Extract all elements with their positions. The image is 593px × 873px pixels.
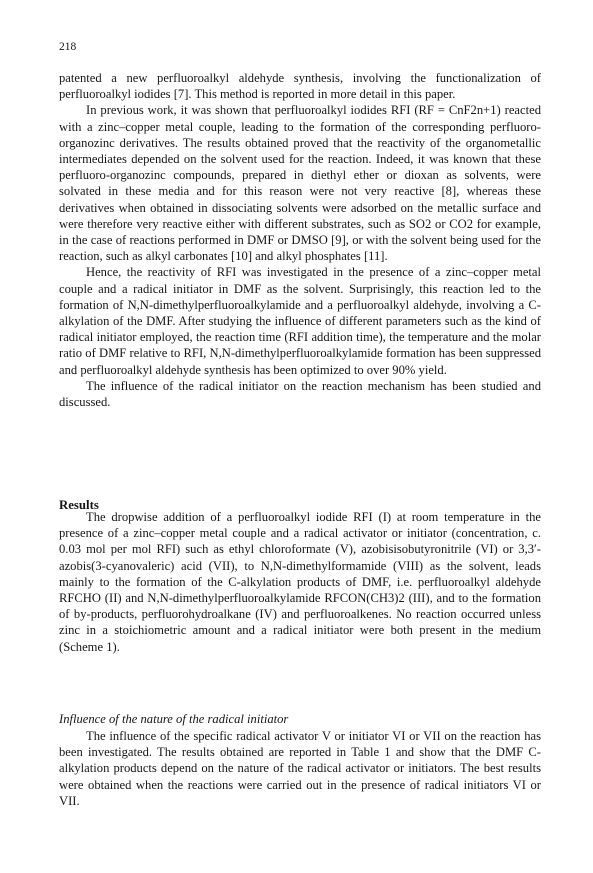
paragraph: Hence, the reactivity of RFI was investigated in the presence of a zinc–copper metal couple and a radical initiator in DMF as the solvent. Surprisingly, this reaction led to the formation of N,N-dimethylperfluoroalkylamide and a perfluoroalkyl aldehyde, involving a C-alkylation of the DMF. After studying the influence of different parameters such as the kind of radical initiator employed, the reaction time (RFI addition time), the temperature and the molar ratio of DMF relative to RFI, N,N-dimethylperfluoroalkylamide formation has been suppressed and perfluoroalkyl aldehyde synthesis has been optimized to over 90% yield.	[59, 265, 541, 377]
paragraph: The influence of the radical initiator on the reaction mechanism has been studied and discussed.	[59, 378, 541, 410]
paragraph: In previous work, it was shown that perfluoroalkyl iodides RFI (RF = CnF2n+1) reacted with a zinc–copper metal couple, leading to the formation of the corresponding perfluoro-organozinc derivatives. The results obtained proved that the reactivity of the organometallic intermediates depended on the solvent used for the reaction. Indeed, it was known that these perfluoro-organozinc compounds, prepared in diethyl ether or dioxan as solvents, were solvated in these media and for this reason were not very reactive [8], whereas these derivatives when obtained in dissociating solvents were adsorbed on the metallic surface and were therefore very reactive either with different substrates, such as SO2 or CO2 for example, in the case of reactions performed in DMF or DMSO [9], or with the solvent being used for the reaction, such as alkyl carbonates [10] and alkyl phosphates [11].	[59, 103, 541, 264]
subsection-heading-influence: Influence of the nature of the radical initiator	[59, 712, 289, 726]
section-heading-results: Results	[59, 498, 99, 512]
page-number: 218	[59, 41, 77, 53]
paragraph: The influence of the specific radical activator V or initiator VI or VII on the reaction has been investigated. The results obtained are reported in Table 1 and show that the DMF C-alkylation products depend on the nature of the radical activator or initiators. The best results were obtained when the reactions were carried out in the presence of radical initiators VI or VII.	[59, 729, 541, 808]
results-text	[59, 509, 541, 655]
paragraph: The dropwise addition of a perfluoroalkyl iodide RFI (I) at room temperature in the presence of a zinc–copper metal couple and a radical activator or initiator (concentration, c. 0.03 mol per mol RFI) such as ethyl chloroformate (V), azobisisobutyronitrile (VI) or 3,3′-azobis(3-cyanovaleric) acid (VII), to N,N-dimethylformamide (VIII) as the solvent, leads mainly to the formation of the C-alkylation products of DMF, i.e. perfluoroalkyl aldehyde RFCHO (II) and N,N-dimethylperfluoroalkylamide RFCON(CH3)2 (III), and to the formation of by-products, perfluorohydroalkane (IV) and perfluoroalkenes. No reaction occurred unless zinc in a stoichiometric amount and a radical initiator were both present in the medium (Scheme 1).	[59, 510, 541, 654]
paragraph: patented a new perfluoroalkyl aldehyde synthesis, involving the functionalization of perfluoroalkyl iodides [7]. This method is reported in more detail in this paper.	[59, 71, 541, 102]
introduction-text	[59, 70, 541, 410]
influence-text	[59, 728, 541, 809]
